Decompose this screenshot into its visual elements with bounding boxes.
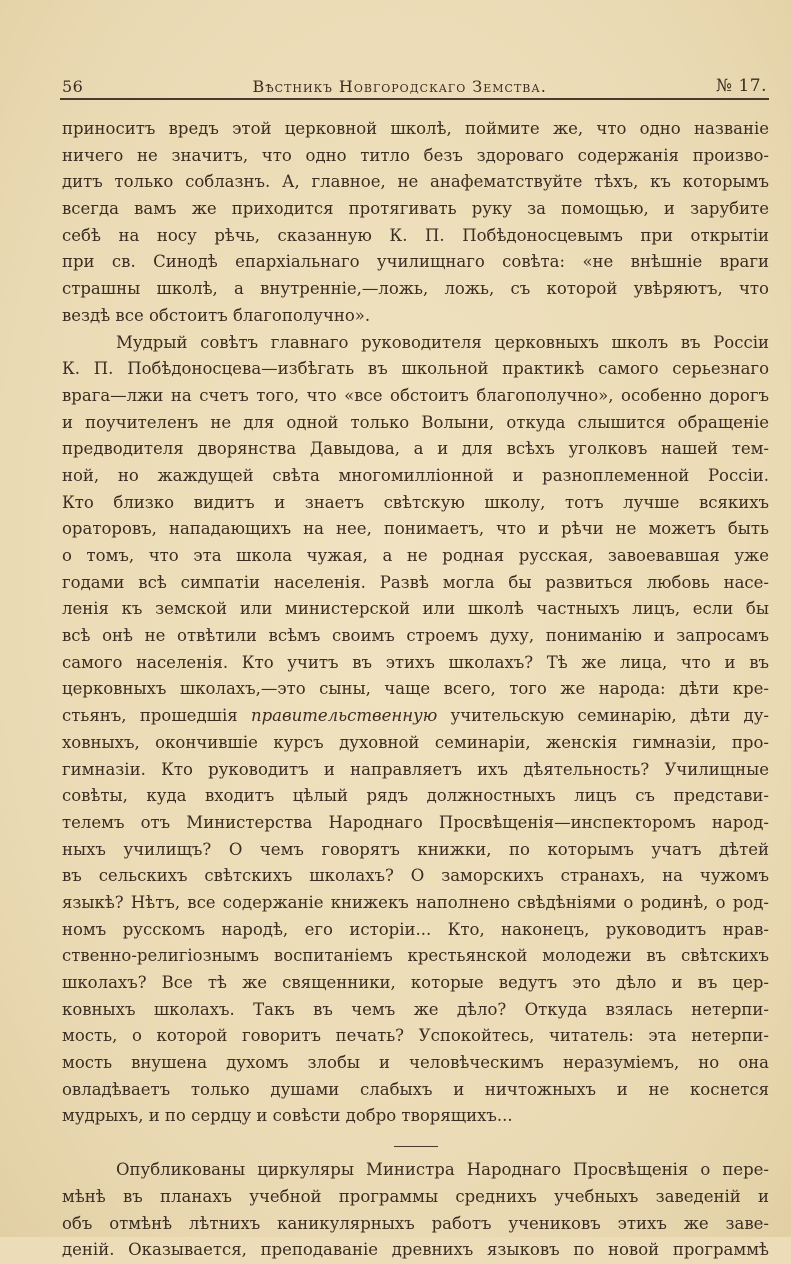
text-line: страшны школѣ, а внутренніе,—ложь, ложь, съ которой увѣряютъ, что	[62, 279, 769, 299]
issue-number: № 17.	[715, 76, 767, 96]
text-line: совѣты, куда входитъ цѣлый рядъ должностныхъ лицъ съ представи-	[62, 786, 769, 806]
text-line: школахъ? Все тѣ же священники, которые ведутъ это дѣло и въ цер-	[62, 973, 769, 992]
running-header	[62, 66, 767, 96]
text-line: ленія къ земской или министерской или школѣ частныхъ лицъ, если бы	[62, 599, 769, 619]
text-line: приноситъ вредъ этой церковной школѣ, поймите же, что одно названіе	[62, 119, 769, 138]
text-line: деній. Оказывается, преподаваніе древнихъ языковъ по новой программѣ	[62, 1240, 769, 1260]
text-line: ораторовъ, нападающихъ на нее, понимаетъ, что и рѣчи не можетъ быть	[62, 519, 769, 539]
text-line: при св. Синодѣ епархіальнаго училищнаго совѣта: «не внѣшніе враги	[62, 252, 769, 272]
text-line: объ отмѣнѣ лѣтнихъ каникулярныхъ работъ учениковъ этихъ же заве-	[62, 1213, 769, 1233]
journal-title: Вѣстникъ Новгородскаго Земства.	[252, 77, 547, 96]
text-line: мость, о которой говоритъ печать? Успокойтесь, читатель: эта нетерпи-	[62, 1026, 769, 1046]
text-line: мѣнѣ въ планахъ учебной программы среднихъ учебныхъ заведеній и	[62, 1186, 769, 1206]
text-line: о томъ, что эта школа чужая, а не родная русская, завоевавшая уже	[62, 546, 769, 565]
header-rule	[60, 98, 769, 100]
text-line: телемъ отъ Министерства Народнаго Просвѣщенія—инспекторомъ народ-	[62, 812, 769, 832]
text-line: овладѣваетъ только душами слабыхъ и ничтожныхъ и не коснется	[62, 1079, 769, 1099]
text-line: самого населенія. Кто учитъ въ этихъ школахъ? Тѣ же лица, что и въ	[62, 652, 769, 672]
text-line: предводителя дворянства Давыдова, а и для всѣхъ уголковъ нашей тем-	[62, 439, 769, 459]
text-line: ной, но жаждущей свѣта многомилліонной и разноплеменной Россіи.	[62, 465, 769, 485]
text-line: ковныхъ школахъ. Такъ въ чемъ же дѣло? Откуда взялась нетерпи-	[62, 999, 769, 1019]
text-line: стьянъ, прошедшія правительственную учительскую семинарію, дѣти ду-	[62, 706, 769, 726]
text-line: ховныхъ, окончившіе курсъ духовной семинаріи, женскія гимназіи, про-	[62, 732, 769, 752]
text-line: языкѣ? Нѣтъ, все содержаніе книжекъ наполнено свѣдѣніями о родинѣ, о род-	[62, 892, 769, 912]
text-line: К. П. Побѣдоносцева—избѣгать въ школьной практикѣ самого серьезнаго	[62, 359, 769, 379]
text-line: ственно-религіознымъ воспитаніемъ крестьянской молодежи въ свѣтскихъ	[62, 946, 769, 966]
text-line: ничего не значитъ, что одно титло безъ здороваго содержанія произво-	[62, 145, 769, 165]
text-line: дитъ только соблазнъ. А, главное, не анафематствуйте тѣхъ, къ которымъ	[62, 172, 769, 192]
text-line: номъ русскомъ народѣ, его исторіи... Кто, наконецъ, руководитъ нрав-	[62, 919, 769, 939]
text-line: мудрыхъ, и по сердцу и совѣсти добро творящихъ...	[62, 1106, 513, 1126]
text-line: церковныхъ школахъ,—это сыны, чаще всего, того же народа: дѣти кре-	[62, 679, 769, 699]
text-line: вездѣ все обстоитъ благополучно».	[62, 305, 371, 325]
article-body	[62, 116, 769, 1264]
text-line: Кто близко видитъ и знаетъ свѣтскую школу, тотъ лучше всякихъ	[62, 492, 769, 512]
emphasized-word: правительственную	[250, 706, 438, 726]
text-line: Мудрый совѣтъ главнаго руководителя церковныхъ школъ въ Россіи	[116, 332, 769, 352]
text-line: всегда вамъ же приходится протягивать руку за помощью, и зарубите	[62, 199, 769, 219]
text-line: въ сельскихъ свѣтскихъ школахъ? О заморскихъ странахъ, на чужомъ	[62, 866, 769, 886]
text-line: годами всѣ симпатіи населенія. Развѣ могла бы развиться любовь насе-	[62, 572, 769, 592]
section-separator	[394, 1146, 438, 1147]
text-line: Опубликованы циркуляры Министра Народнаго Просвѣщенія о пере-	[116, 1160, 769, 1180]
text-line: врага—лжи на счетъ того, что «все обстоитъ благополучно», особенно дорогъ	[62, 385, 769, 405]
text-line: гимназіи. Кто руководитъ и направляетъ ихъ дѣятельность? Училищные	[62, 759, 769, 779]
text-line: ныхъ училищъ? О чемъ говорятъ книжки, по которымъ учатъ дѣтей	[62, 839, 769, 859]
text-line: всѣ онѣ не отвѣтили всѣмъ своимъ строемъ духу, пониманію и запросамъ	[62, 626, 769, 646]
text-line: мость внушена духомъ злобы и человѣческимъ неразуміемъ, но она	[62, 1053, 769, 1073]
text-line: себѣ на носу рѣчь, сказанную К. П. Побѣдоносцевымъ при открытіи	[62, 225, 769, 245]
page-number: 56	[62, 77, 84, 96]
section-gap	[62, 1130, 769, 1140]
text-line: и поучителенъ не для одной только Волыни, откуда слышится обращеніе	[62, 412, 769, 432]
